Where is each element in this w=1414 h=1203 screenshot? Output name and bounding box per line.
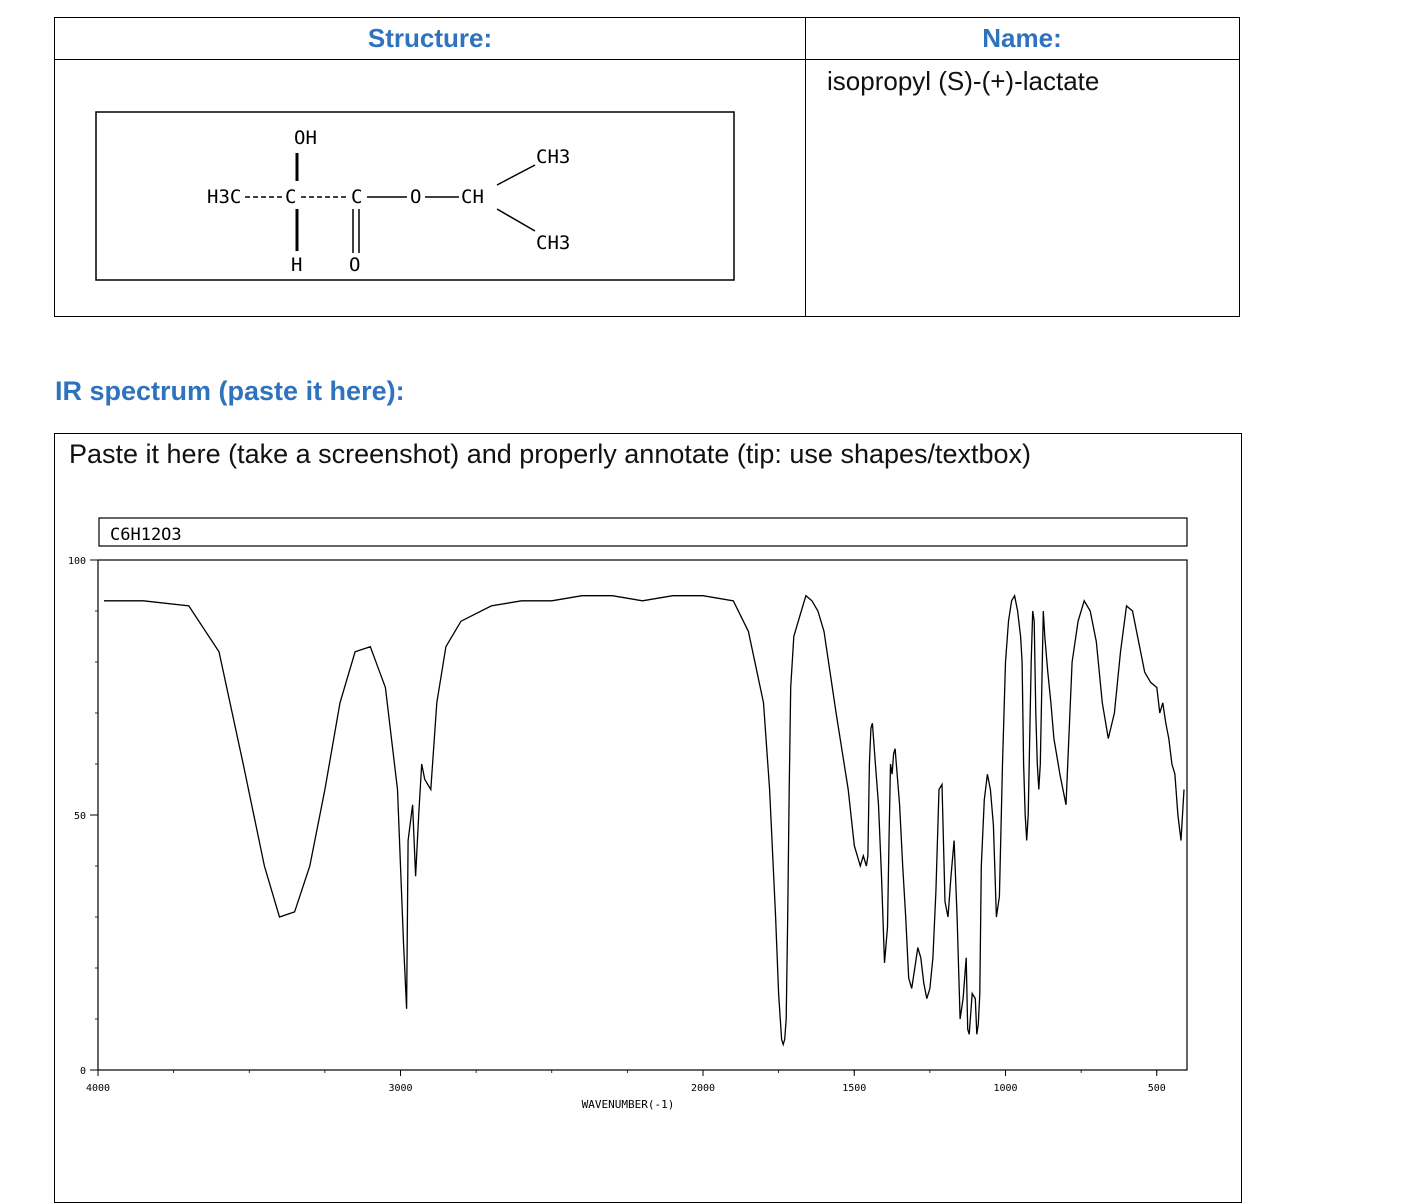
name-header: Name: (982, 23, 1062, 53)
x-tick-label: 2000 (690, 1083, 716, 1094)
ir-spectrum-chart (0, 510, 1200, 1110)
ch3-bottom-label: CH3 (536, 232, 571, 254)
compound-table (54, 17, 1240, 317)
chart-title: C6H12O3 (110, 525, 182, 545)
ch-label: CH (461, 186, 484, 208)
c2-label: C (351, 186, 363, 208)
x-tick-label: 1000 (993, 1083, 1018, 1094)
structure-header: Structure: (367, 23, 493, 53)
x-tick-label: 4000 (85, 1083, 111, 1094)
ch3-top-label: CH3 (536, 146, 571, 168)
plot-frame (98, 560, 1187, 1070)
y-tick-label: 100 (67, 556, 86, 567)
o-carbonyl-label: O (349, 254, 361, 276)
table-header-divider (55, 59, 1239, 60)
y-tick-label: 0 (79, 1066, 86, 1077)
h-label: H (291, 254, 303, 276)
ir-section-title: IR spectrum (paste it here): (55, 376, 405, 406)
y-tick-label: 50 (73, 811, 86, 822)
x-tick-label: 3000 (388, 1083, 413, 1094)
formula-box (99, 518, 1187, 546)
c1-label: C (285, 186, 297, 208)
x-tick-label: 500 (1147, 1083, 1166, 1094)
compound-name: isopropyl (S)-(+)-lactate (827, 66, 1100, 96)
o-ester-label: O (410, 186, 422, 208)
x-tick-label: 1500 (842, 1083, 867, 1094)
x-axis (86, 1070, 1166, 1094)
x-axis-label: WAVENUMBER(-1) (581, 1098, 675, 1110)
h3c-label: H3C (207, 186, 242, 208)
transmittance-series (104, 596, 1184, 1045)
table-column-divider (805, 18, 806, 316)
oh-label: OH (294, 127, 317, 149)
chemical-structure (95, 111, 735, 281)
y-axis (68, 556, 98, 1077)
ir-instructions: Paste it here (take a screenshot) and properly annotate (tip: use shapes/textbox) (69, 439, 1032, 469)
